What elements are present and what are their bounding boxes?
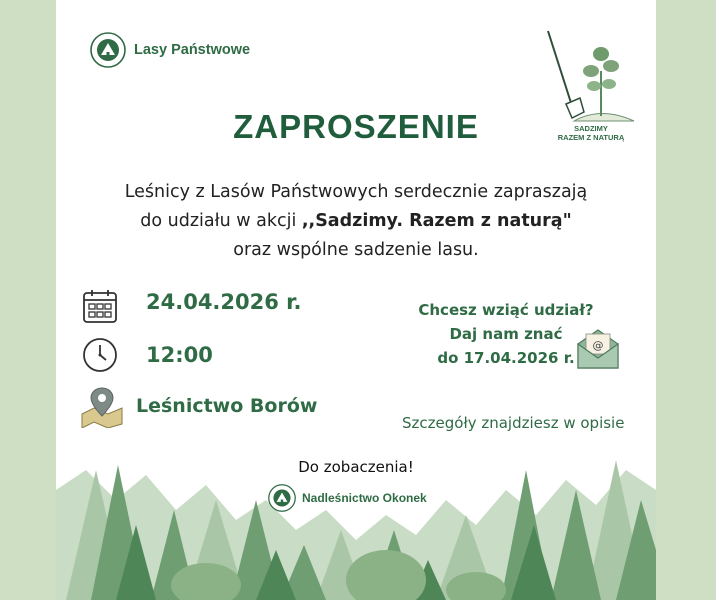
farewell-text: Do zobaczenia!	[298, 458, 414, 476]
svg-text:@: @	[592, 339, 604, 352]
lasy-panstwowe-logo	[90, 32, 126, 68]
lasy-panstwowe-brand	[90, 32, 250, 68]
lasy-panstwowe-logo	[268, 484, 296, 512]
details-note: Szczegóły znajdziesz w opisie	[402, 414, 625, 432]
signup-line3: do 17.04.2026 r.	[437, 349, 575, 367]
right-margin	[656, 0, 716, 600]
event-time: 12:00	[146, 343, 213, 367]
clock-icon	[82, 337, 118, 373]
intro-line1: Leśnicy z Lasów Państwowych serdecznie zapraszają	[124, 182, 588, 202]
calendar-icon	[82, 288, 118, 324]
page-title: ZAPROSZENIE	[233, 108, 479, 145]
invitation-card	[56, 0, 656, 600]
brand-name: Lasy Państwowe	[134, 42, 251, 58]
forest-illustration	[56, 430, 656, 600]
signup-line2: Daj nam znać	[449, 325, 563, 343]
intro-line3: oraz wspólne sadzenie lasu.	[233, 240, 479, 260]
intro-text	[56, 178, 656, 265]
organizer-brand	[268, 484, 427, 512]
intro-line2	[56, 207, 656, 236]
envelope-icon	[576, 328, 620, 370]
emblem-line2: RAZEM Z NATURĄ	[557, 133, 625, 142]
organizer-name: Nadleśnictwo Okonek	[302, 491, 427, 505]
left-margin	[0, 0, 56, 600]
map-pin-icon	[78, 384, 126, 428]
emblem-line1: SADZIMY	[574, 124, 608, 133]
event-date: 24.04.2026 r.	[146, 290, 302, 314]
event-place: Leśnictwo Borów	[136, 395, 318, 417]
campaign-name: ,,Sadzimy. Razem z naturą"	[301, 211, 572, 231]
signup-line1: Chcesz wziąć udział?	[418, 301, 594, 319]
intro-line2-prefix: do udziału w akcji	[140, 211, 302, 231]
